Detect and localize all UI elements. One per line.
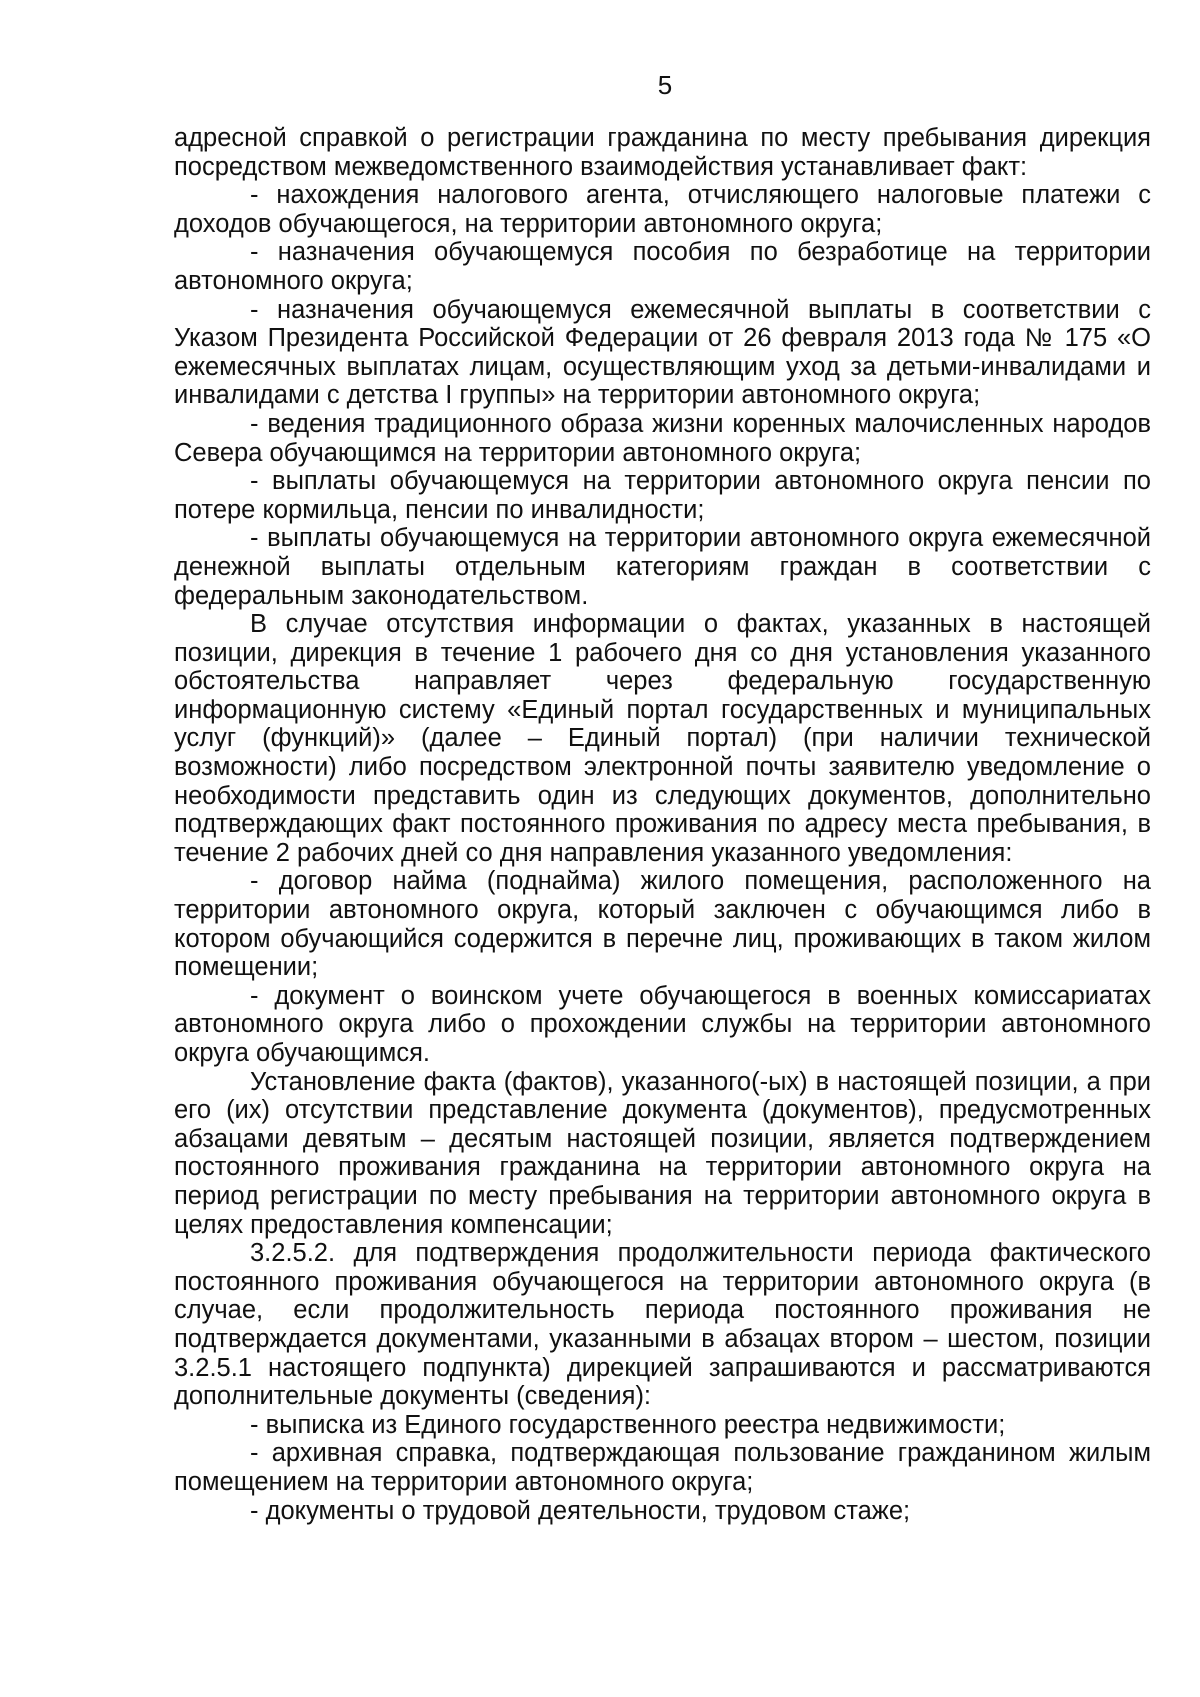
list-item: - ведения традиционного образа жизни коренных малочисленных народов Севера обучающимся на территории автономного округа;: [174, 409, 1151, 467]
list-item: - документ о воинском учете обучающегося в военных комиссариатах автономного округа либо о прохождении службы на территории автономного округа обучающимся.: [174, 981, 1151, 1067]
paragraph: В случае отсутствия информации о фактах, указанных в настоящей позиции, дирекция в течение 1 рабочего дня со дня установления указанного обстоятельства направляет через федеральную государственную информационную систему «Единый портал государственных и муниципальных услуг (функций)» (далее – Единый портал) (при наличии технической возможности) либо посредством электронной почты заявителю уведомление о необходимости представить один из следующих документов, дополнительно подтверждающих факт постоянного проживания по адресу места пребывания, в течение 2 рабочих дней со дня направления указанного уведомления:: [174, 610, 1151, 867]
list-item: - договор найма (поднайма) жилого помещения, расположенного на территории автономного округа, который заключен с обучающимся либо в котором обучающийся содержится в перечне лиц, проживающих в таком жилом помещении;: [174, 867, 1151, 982]
list-item: - назначения обучающемуся пособия по безработице на территории автономного округа;: [174, 238, 1151, 295]
paragraph: 3.2.5.2. для подтверждения продолжительности периода фактического постоянного проживания обучающегося на территории автономного округа (в случае, если продолжительность периода постоянного проживания не подтверждается документами, указанными в абзацах втором – шестом, позиции 3.2.5.1 настоящего подпункта) дирекцией запрашиваются и рассматриваются дополнительные документы (сведения):: [174, 1239, 1151, 1411]
list-item: - нахождения налогового агента, отчисляющего налоговые платежи с доходов обучающегося, на территории автономного округа;: [174, 181, 1151, 238]
paragraph: Установление факта (фактов), указанного(-ых) в настоящей позиции, а при его (их) отсутствии представление документа (документов), предусмотренных абзацами девятым – десятым настоящей позиции, является подтверждением постоянного проживания гражданина на территории автономного округа на период регистрации по месту пребывания на территории автономного округа в целях предоставления компенсации;: [174, 1067, 1151, 1239]
list-item: - назначения обучающемуся ежемесячной выплаты в соответствии с Указом Президента Российской Федерации от 26 февраля 2013 года № 175 «О ежемесячных выплатах лицам, осуществляющим уход за детьми-инвалидами и инвалидами с детства I группы» на территории автономного округа;: [174, 295, 1151, 410]
paragraph: адресной справкой о регистрации гражданина по месту пребывания дирекция посредством межведомственного взаимодействия устанавливает факт:: [174, 124, 1151, 181]
list-item: - архивная справка, подтверждающая пользование гражданином жилым помещением на территории автономного округа;: [174, 1439, 1151, 1496]
document-body: [174, 124, 1151, 1525]
list-item: - выплаты обучающемуся на территории автономного округа ежемесячной денежной выплаты отдельным категориям граждан в соответствии с федеральным законодательством.: [174, 524, 1151, 610]
list-item: - выписка из Единого государственного реестра недвижимости;: [250, 1410, 1006, 1439]
page-number: 5: [657, 70, 673, 100]
list-item: - выплаты обучающемуся на территории автономного округа пенсии по потере кормильца, пенсии по инвалидности;: [174, 467, 1151, 524]
list-item: - документы о трудовой деятельности, трудовом стаже;: [250, 1496, 911, 1525]
